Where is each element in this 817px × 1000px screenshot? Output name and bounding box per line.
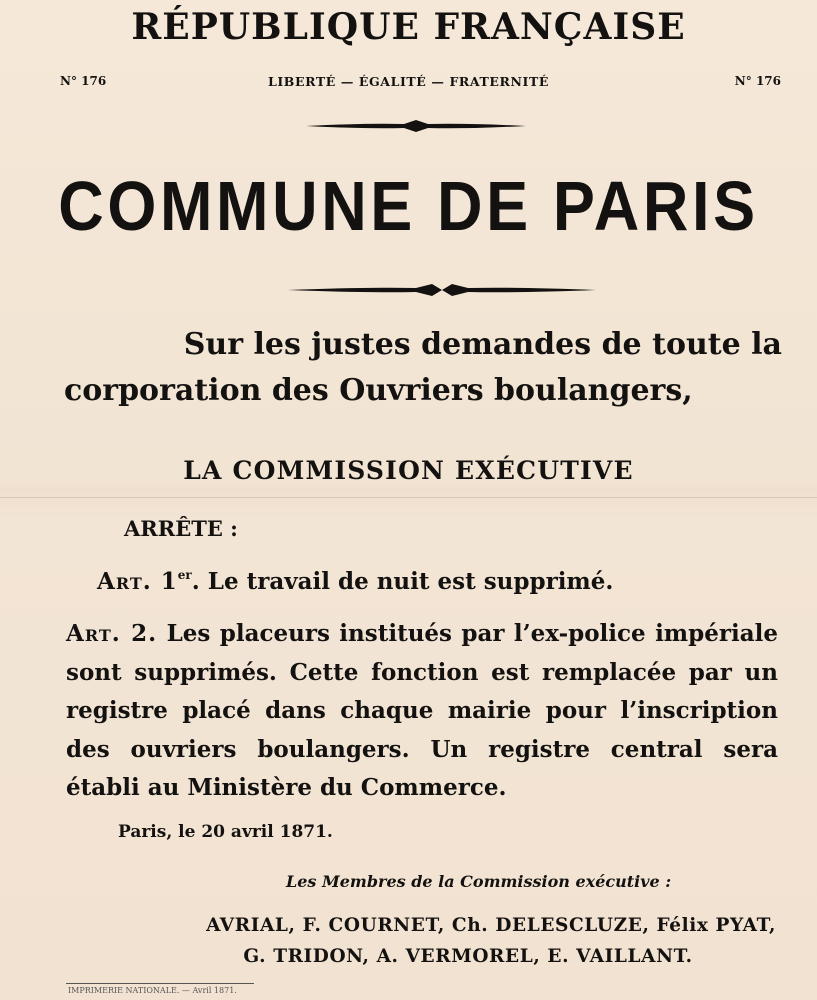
article-2	[66, 615, 778, 808]
commission-heading: LA COMMISSION EXÉCUTIVE	[183, 456, 634, 485]
printer-rule	[66, 983, 254, 984]
article-1-text: . Le travail de nuit est supprimé.	[191, 568, 614, 595]
signatories-line-1: AVRIAL, F. COURNET, Ch. DELESCLUZE, Félix PYAT,	[206, 915, 776, 936]
preamble-line-2: corporation des Ouvriers boulangers,	[64, 373, 693, 408]
ornament-divider-bottom	[286, 282, 598, 298]
article-2-text: Les placeurs institués par l’ex-police impériale sont supprimés. Cette fonction est remplacée par un registre placé dans chaque mairie pour l’inscription des ouvriers boulangers. Un registre central sera établi au Ministère du Commerce.	[66, 620, 778, 801]
ornament-divider-top	[304, 119, 528, 133]
arrete-heading: ARRÊTE :	[124, 516, 238, 541]
poster-number-left: N° 176	[60, 74, 107, 88]
motto: LIBERTÉ — ÉGALITÉ — FRATERNITÉ	[267, 74, 550, 89]
article-2-label: Art. 2.	[66, 620, 158, 647]
article-1-sup: er	[177, 568, 192, 582]
signatories	[160, 910, 776, 972]
signatories-line-2: G. TRIDON, A. VERMOREL, E. VAILLANT.	[243, 946, 693, 967]
article-1	[97, 568, 613, 595]
printer-imprint: IMPRIMERIE NATIONALE. — Avril 1871.	[68, 986, 237, 995]
members-heading: Les Membres de la Commission exécutive :	[286, 872, 672, 891]
poster-number-right: N° 176	[734, 74, 781, 88]
date-line: Paris, le 20 avril 1871.	[118, 822, 333, 842]
article-1-label: Art. 1	[97, 568, 178, 595]
page-title: COMMUNE DE PARIS	[58, 167, 759, 245]
preamble	[64, 322, 784, 414]
republic-heading: RÉPUBLIQUE FRANÇAISE	[131, 6, 686, 48]
preamble-line-1: Sur les justes demandes de toute la	[183, 327, 782, 362]
fold-line	[0, 497, 817, 498]
